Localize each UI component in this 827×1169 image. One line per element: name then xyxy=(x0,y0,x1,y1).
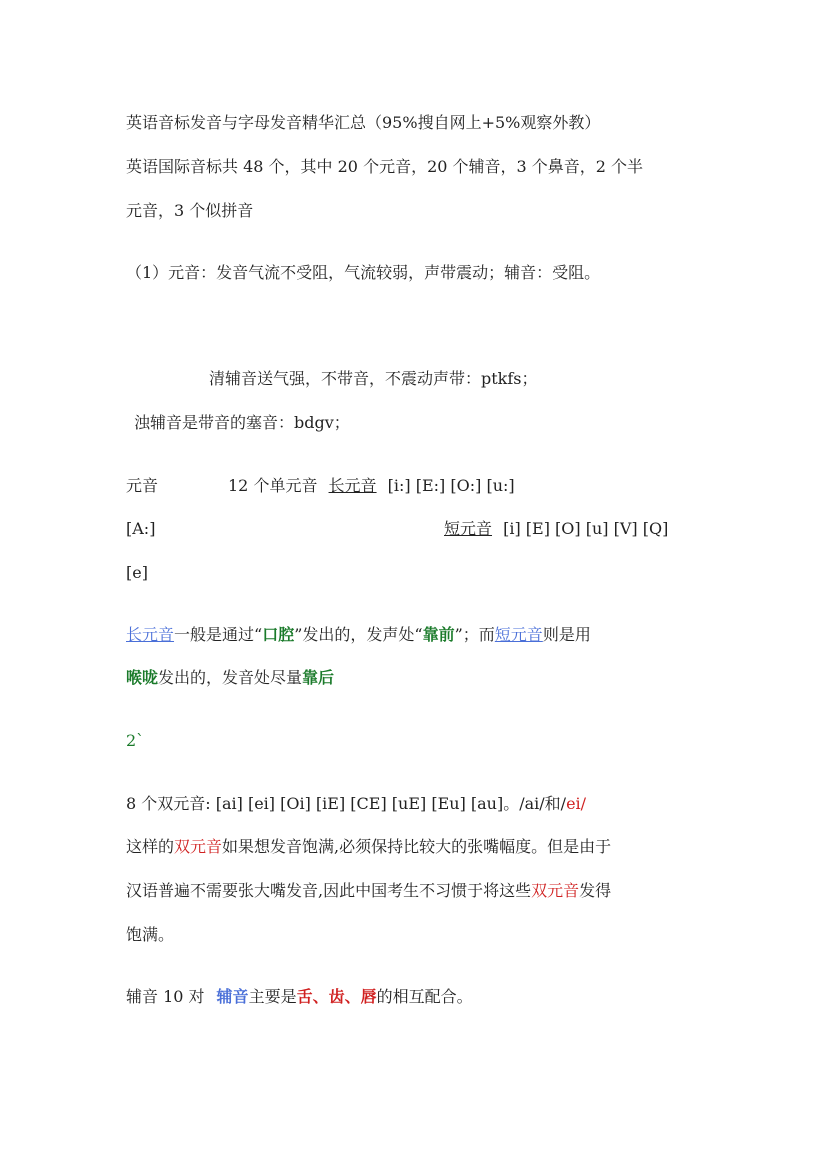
diphthong-highlight-1: 双元音 xyxy=(174,837,223,856)
vowel-explanation-line-2 xyxy=(126,668,334,688)
short-vowel-link[interactable]: 短元音 xyxy=(494,625,543,644)
consonant-pairs-count: 辅音 10 对 xyxy=(126,987,205,1006)
diphthong-line-4: 饱满。 xyxy=(126,925,175,944)
back-highlight: 靠后 xyxy=(302,668,335,687)
front-highlight: 靠前 xyxy=(422,625,455,644)
explain-text-4: 则是用 xyxy=(542,625,591,644)
voiceless-consonants: 清辅音送气强，不带音，不震动声带：ptkfs； xyxy=(209,369,538,388)
consonant-text: 主要是 xyxy=(248,987,297,1006)
throat-highlight: 喉咙 xyxy=(126,668,159,687)
explain-text-5: 发出的，发音处尽量 xyxy=(158,668,303,687)
intro-line-1: 英语国际音标共 48 个，其中 20 个元音，20 个辅音，3 个鼻音，2 个半 xyxy=(126,157,644,176)
tongue-teeth-lips-highlight: 舌、齿、唇 xyxy=(296,987,377,1006)
explain-text-2: ”发出的，发声处“ xyxy=(294,625,423,644)
voiced-consonants: 浊辅音是带音的塞音：bdgv； xyxy=(134,413,350,432)
consonant-text-end: 的相互配合。 xyxy=(376,987,473,1006)
monophthong-row xyxy=(228,476,515,496)
doc-title: 英语音标发音与字母发音精华汇总（95%搜自网上+5%观察外教） xyxy=(126,113,601,132)
section-marker: 2` xyxy=(126,731,145,750)
diphthong-line-2 xyxy=(126,837,611,857)
intro-line-2: 元音，3 个似拼音 xyxy=(126,201,254,220)
diphthong-ei: ei/ xyxy=(566,794,587,813)
explain-text-3: ”；而 xyxy=(454,625,495,644)
diphthong-text-3a: 汉语普遍不需要张大嘴发音,因此中国考生不习惯于将这些 xyxy=(126,881,532,900)
long-vowel-symbols: [i:] [E:] [O:] [u:] xyxy=(387,476,515,495)
monophthong-count: 12 个单元音 xyxy=(228,476,318,495)
mouth-highlight: 口腔 xyxy=(262,625,295,644)
long-vowel-label: 长元音 xyxy=(328,476,377,495)
section-1-vowel-definition: （1）元音：发音气流不受阻，气流较弱，声带震动；辅音：受阻。 xyxy=(126,263,601,282)
vowel-label: 元音 xyxy=(126,476,159,495)
consonant-pairs-line xyxy=(126,987,473,1007)
short-vowel-row xyxy=(444,519,668,539)
diphthong-text-2c: 如果想发音饱满,必须保持比较大的张嘴幅度。但是由于 xyxy=(222,837,612,856)
diphthong-text-2a: 这样的 xyxy=(126,837,175,856)
long-vowel-link[interactable]: 长元音 xyxy=(126,625,175,644)
short-vowel-label: 短元音 xyxy=(444,519,493,538)
diphthong-line-1 xyxy=(126,794,586,814)
short-vowel-symbols: [i] [E] [O] [u] [V] [Q] xyxy=(503,519,669,538)
consonant-highlight: 辅音 xyxy=(216,987,249,1006)
diphthong-line-3 xyxy=(126,881,611,901)
long-vowel-last-symbol: [A:] xyxy=(126,519,156,538)
diphthong-highlight-2: 双元音 xyxy=(531,881,580,900)
vowel-explanation-line-1 xyxy=(126,625,591,645)
diphthong-text-3c: 发得 xyxy=(579,881,612,900)
explain-text-1: 一般是通过“ xyxy=(174,625,263,644)
short-vowel-last-symbol: [e] xyxy=(126,563,148,582)
diphthong-text-1a: 8 个双元音: [ai] [ei] [Oi] [iE] [CE] [uE] [Eu] [au]。/ai/和/ xyxy=(126,794,567,813)
